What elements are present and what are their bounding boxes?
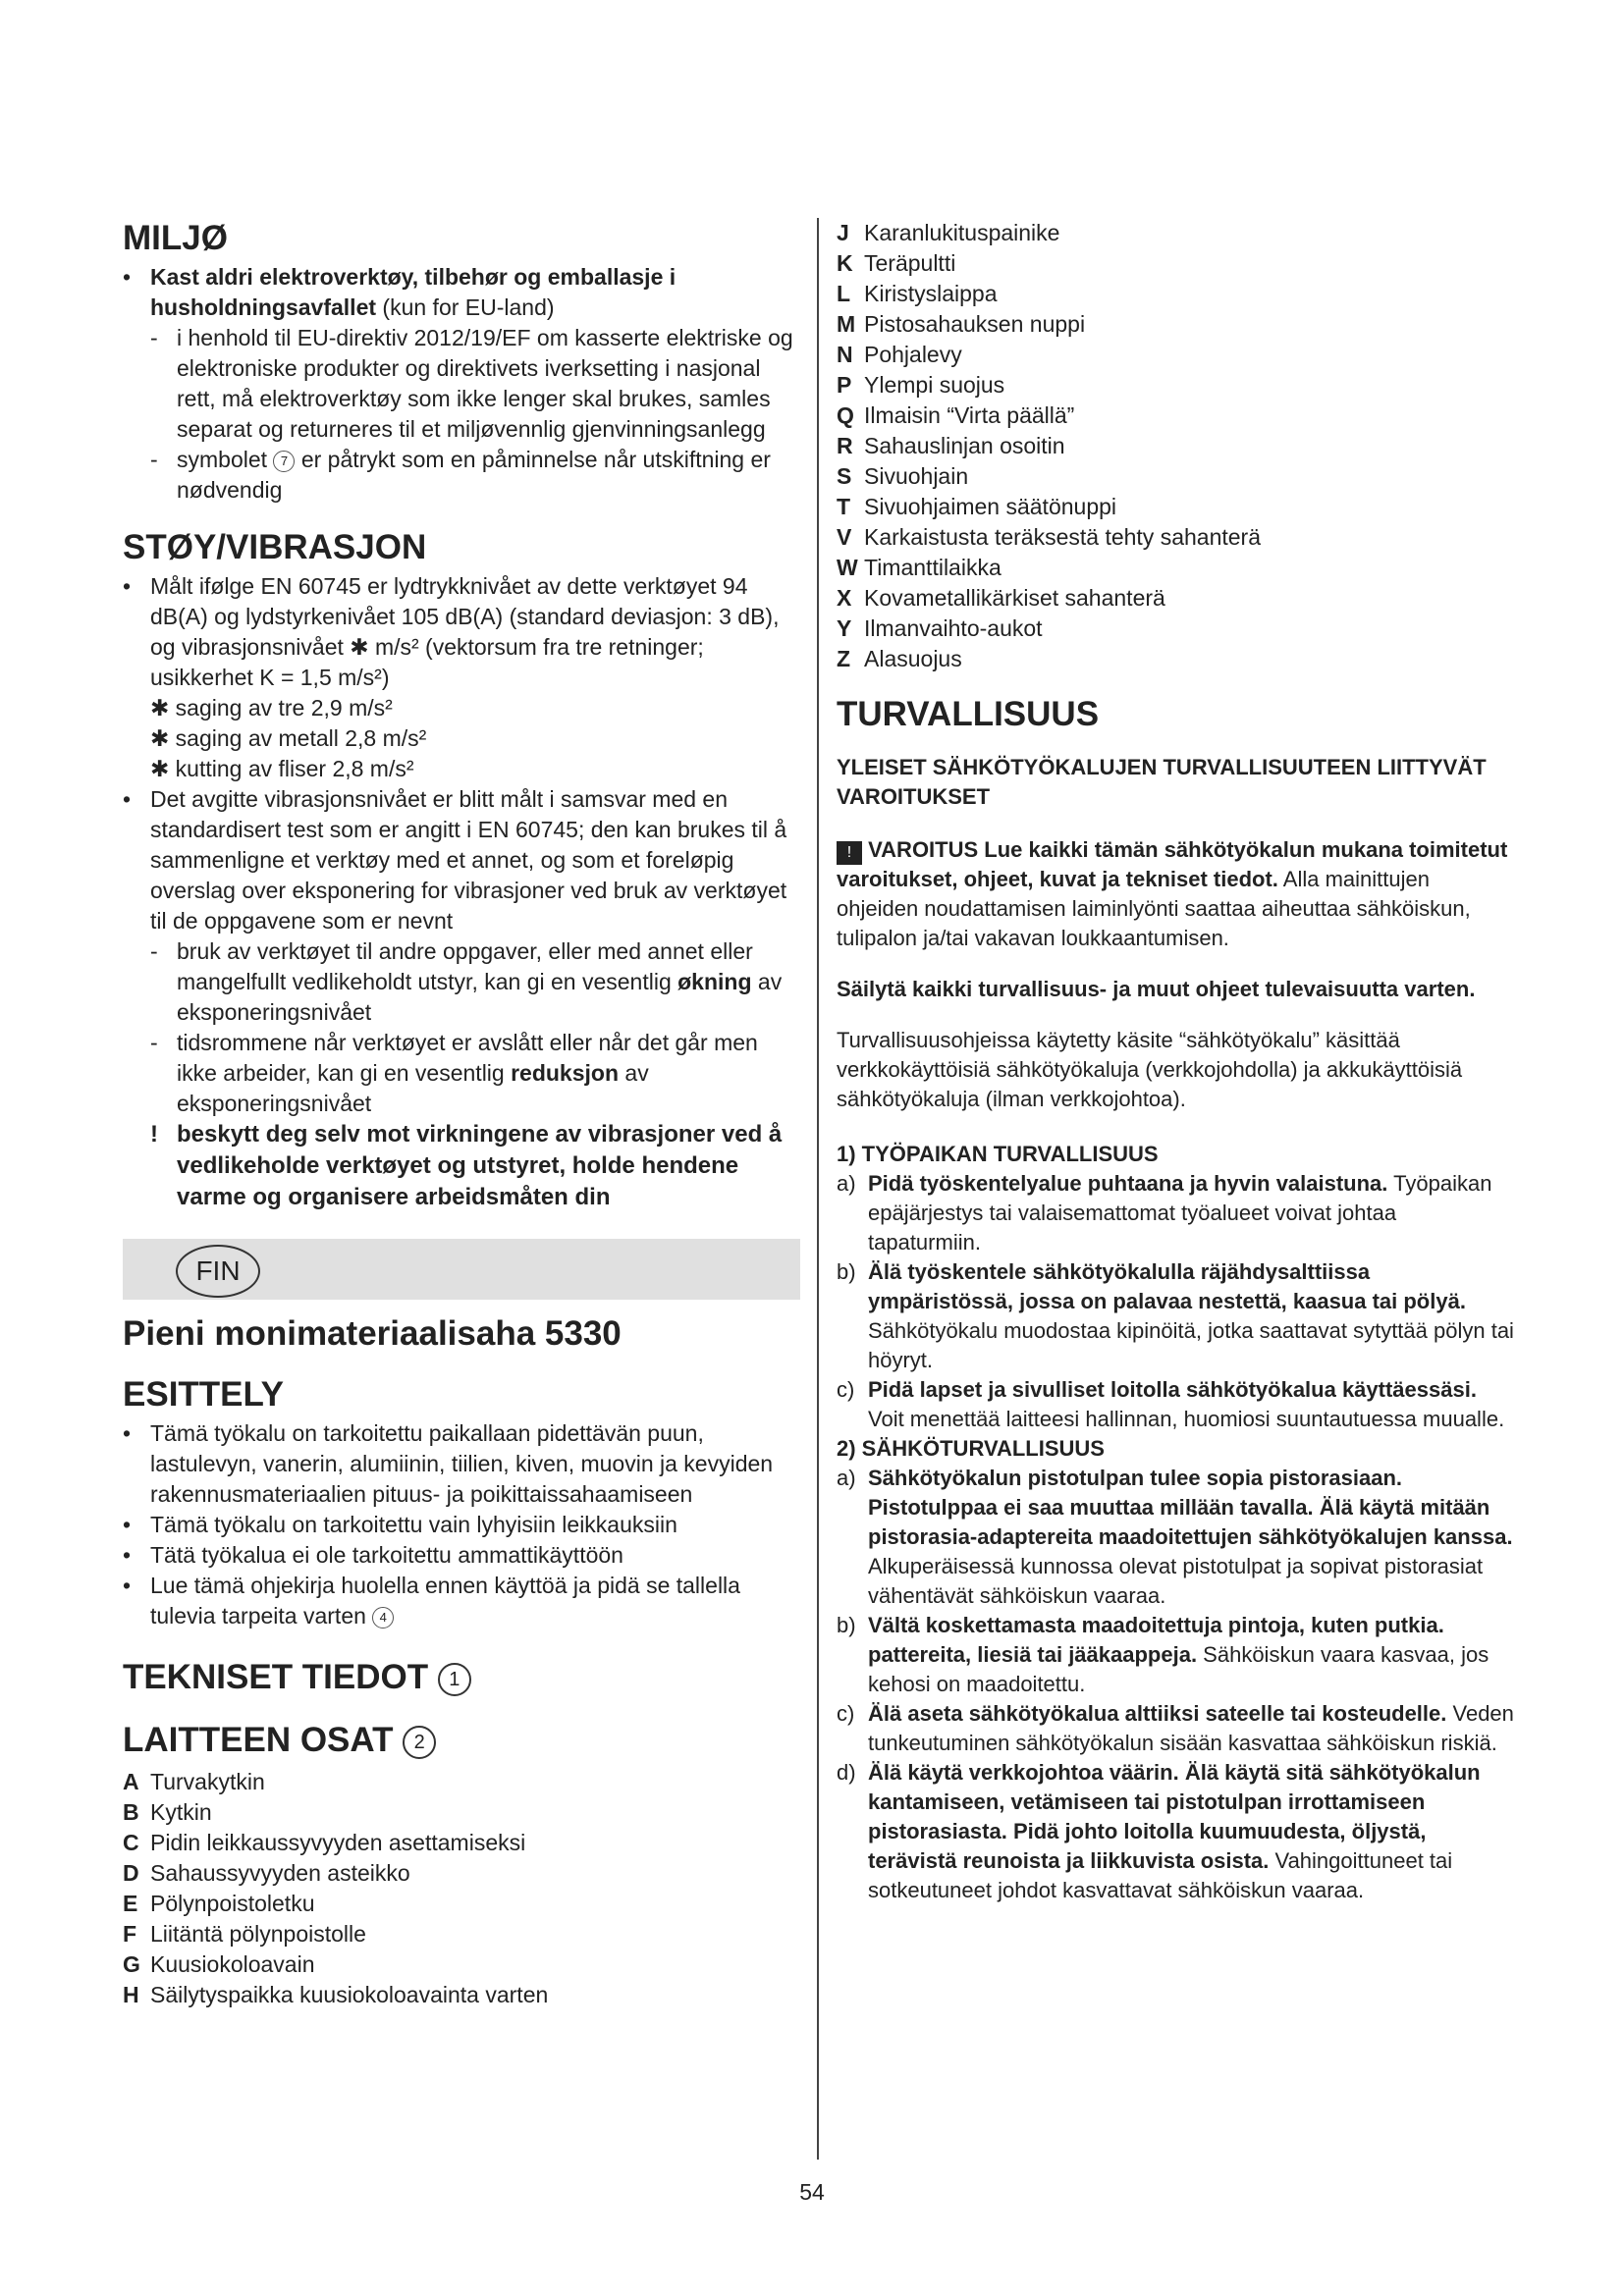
column-divider	[817, 218, 819, 2160]
miljo-dash-2: - symbolet 7 er påtrykt som en påminnelse når utskiftning er nødvendig	[150, 447, 771, 503]
product-title: Pieni monimateriaalisaha 5330	[123, 1314, 622, 1353]
concept-paragraph: Turvallisuusohjeissa käytetty käsite “sähkötyökalu” käsittää verkkokäyttöisiä sähkötyökaluja (verkkojohdolla) ja akkukäyttöisiä sähkötyökaluja (ilman verkkojohtoa).	[837, 1028, 1463, 1111]
list-item: L Kiristyslaippa	[837, 281, 998, 306]
list-item: c) Älä aseta sähkötyökalua alttiiksi sateelle tai kosteudelle. Veden tunkeutuminen sähkötyökalun sisään kasvattaa sähköiskun riskiä.	[837, 1701, 1514, 1755]
list-item: b) Vältä koskettamasta maadoitettuja pintoja, kuten putkia. pattereita, liesiä tai jääkaappeja. Sähköiskun vaara kasvaa, jos kehosi on maadoitettu.	[837, 1613, 1489, 1696]
list-item: B Kytkin	[123, 1799, 212, 1825]
list-item: a) Sähkötyökalun pistotulpan tulee sopia pistorasiaan. Pistotulppaa ei saa muuttaa millään tavalla. Älä käytä mitään pistorasia-adaptereita maadoitettujen sähkötyökalujen kanssa. Alkuperäisessä kunnossa olevat pistotulpat ja sopivat pistorasiat vähentävät sähköiskun vaaraa.	[837, 1466, 1513, 1608]
list-item: W Timanttilaikka	[837, 555, 1001, 580]
safety-subtitle: YLEISET SÄHKÖTYÖKALUJEN TURVALLISUUTEEN LIITTYVÄT VAROITUKSET	[837, 755, 1487, 809]
esittely-bullet-2: • Tämä työkalu on tarkoitettu vain lyhyisiin leikkauksiin	[123, 1510, 800, 1540]
stoy-star-3: ✱ kutting av fliser 2,8 m/s²	[150, 756, 414, 781]
miljo-dash-1: - i henhold til EU-direktiv 2012/19/EF om kasserte elektriske og elektroniske produkter og direktivets iverksetting i nasjonal rett, må elektroverktøy som ikke lenger skal brukes, samles separat og returneres til et miljøvennlig gjenvinningsanlegg	[150, 325, 793, 442]
list-item: X Kovametallikärkiset sahanterä	[837, 585, 1165, 611]
symbol-7-icon: 7	[273, 451, 295, 472]
list-item: M Pistosahauksen nuppi	[837, 311, 1086, 337]
list-item: N Pohjalevy	[837, 342, 962, 367]
list-item: H Säilytyspaikka kuusiokoloavainta varten	[123, 1982, 549, 2007]
list-item: Z Alasuojus	[837, 646, 962, 671]
list-item: D Sahaussyvyyden asteikko	[123, 1860, 410, 1886]
stoy-bullet-2: • Det avgitte vibrasjonsnivået er blitt målt i samsvar med en standardisert test som er angitt i EN 60745; den kan brukes til å sammenligne et verktøy med et annet, og som et foreløpig overslag over eksponering for vibrasjoner ved bruk av verktøyet til de oppgavene som er nevnt	[123, 784, 800, 936]
miljo-bullet: • Kast aldri elektroverktøy, tilbehør og emballasje i husholdningsavfallet (kun for EU-land)	[123, 262, 800, 323]
section-title-turvallisuus: TURVALLISUUS	[837, 695, 1100, 733]
list-item: G Kuusiokoloavain	[123, 1951, 315, 1977]
language-bar	[123, 1239, 800, 1300]
section-title-tekniset: TEKNISET TIEDOT 1	[123, 1657, 800, 1698]
list-item: J Karanlukituspainike	[837, 220, 1060, 245]
stoy-star-1: ✱ saging av tre 2,9 m/s²	[150, 695, 393, 721]
list-item: c) Pidä lapset ja sivulliset loitolla sähkötyökalua käyttäessäsi. Voit menettää laitteesi hallinnan, huomiosi suuntautuessa muualle.	[837, 1377, 1505, 1431]
electrical-list	[837, 1464, 1514, 1905]
figure-2-icon: 2	[403, 1726, 436, 1759]
list-item: F Liitäntä pölynpoistolle	[123, 1921, 366, 1947]
list-item: d) Älä käytä verkkojohtoa väärin. Älä käytä sitä sähkötyökalun kantamiseen, vetämiseen tai pistotulpan irrottamiseen pistorasiasta. Pidä johto loitolla kuumuudesta, öljystä, terävistä reunoista ja liikkuvista osista. Vahingoittuneet tai sotkeutuneet johdot kasvattavat sähköiskun vaaraa.	[837, 1760, 1481, 1902]
keep-instructions: Säilytä kaikki turvallisuus- ja muut ohjeet tulevaisuutta varten.	[837, 977, 1476, 1001]
list-item: T Sivuohjaimen säätönuppi	[837, 494, 1117, 519]
stoy-dash-2: - tidsrommene når verktøyet er avslått eller når det går men ikke arbeider, kan gi en vesentlig reduksjon av eksponeringsnivået	[150, 1030, 758, 1116]
parts-list-right	[837, 218, 1514, 674]
esittely-bullet-3: • Tätä työkalua ei ole tarkoitettu ammattikäyttöön	[123, 1540, 800, 1571]
list-item: V Karkaistusta teräksestä tehty sahanterä	[837, 524, 1261, 550]
parts-list-left	[123, 1767, 800, 2010]
section-title-stoy: STØY/VIBRASJON	[123, 528, 427, 566]
electrical-heading: 2) SÄHKÖTURVALLISUUS	[837, 1436, 1105, 1461]
right-column	[837, 218, 1514, 1905]
esittely-bullet-1: • Tämä työkalu on tarkoitettu paikallaan pidettävän puun, lastulevyn, vanerin, alumiinin, tiilien, kiven, muovin ja kevyiden rakennusmateriaalien pituus- ja poikittaissahaamiseen	[123, 1418, 800, 1510]
section-title-esittely: ESITTELY	[123, 1375, 285, 1414]
symbol-4-icon: 4	[372, 1607, 394, 1629]
list-item: C Pidin leikkaussyvyyden asettamiseksi	[123, 1830, 526, 1855]
list-item: R Sahauslinjan osoitin	[837, 433, 1065, 458]
warning-icon: !	[837, 841, 862, 865]
list-item: P Ylempi suojus	[837, 372, 1005, 398]
list-item: a) Pidä työskentelyalue puhtaana ja hyvin valaistuna. Työpaikan epäjärjestys tai valaisemattomat työalueet voivat johtaa tapaturmiin.	[837, 1171, 1492, 1255]
section-title-miljo: MILJØ	[123, 219, 228, 257]
list-item: Q Ilmaisin “Virta päällä”	[837, 402, 1075, 428]
figure-1-icon: 1	[438, 1663, 471, 1696]
work-area-list	[837, 1169, 1514, 1434]
esittely-bullet-4: • Lue tämä ohjekirja huolella ennen käyttöä ja pidä se tallella tulevia tarpeita varten 4	[123, 1571, 800, 1631]
list-item: b) Älä työskentele sähkötyökalulla räjähdysalttiissa ympäristössä, jossa on palavaa nestettä, kaasua tai pölyä. Sähkötyökalu muodostaa kipinöitä, jotka saattavat sytyttää pölyn tai höyryt.	[837, 1259, 1514, 1372]
stoy-bullet-1: • Målt ifølge EN 60745 er lydtrykknivået av dette verktøyet 94 dB(A) og lydstyrkenivået 105 dB(A) (standard deviasjon: 3 dB), og vibrasjonsnivået ✱ m/s² (vektorsum fra tre retninger; usikkerhet K = 1,5 m/s²)	[123, 571, 800, 693]
list-item: S Sivuohjain	[837, 463, 969, 489]
work-area-heading: 1) TYÖPAIKAN TURVALLISUUS	[837, 1142, 1159, 1166]
stoy-star-2: ✱ saging av metall 2,8 m/s²	[150, 725, 427, 751]
list-item: A Turvakytkin	[123, 1769, 265, 1794]
section-title-osat: LAITTEEN OSAT 2	[123, 1720, 800, 1761]
stoy-warning: ! beskytt deg selv mot virkningene av vibrasjoner ved å vedlikeholde verktøyet og utstyret, holde hendene varme og organisere arbeidsmåten din	[150, 1121, 783, 1210]
left-column	[123, 218, 800, 2010]
page-number: 54	[799, 2179, 825, 2205]
warning-paragraph: ! VAROITUS Lue kaikki tämän sähkötyökalun mukana toimitetut varoitukset, ohjeet, kuvat ja tekniset tiedot. Alla mainittujen ohjeiden noudattamisen laiminlyönti saattaa aiheuttaa sähköiskun, tulipalon ja/tai vakavan loukkaantumisen.	[837, 837, 1508, 950]
list-item: Y Ilmanvaihto-aukot	[837, 615, 1043, 641]
stoy-dash-1: - bruk av verktøyet til andre oppgaver, eller med annet eller mangelfullt vedlikeholdt utstyr, kan gi en vesentlig økning av eksponeringsnivået	[150, 938, 783, 1025]
language-badge-fin: FIN	[176, 1245, 260, 1298]
list-item: K Teräpultti	[837, 250, 956, 276]
list-item: E Pölynpoistoletku	[123, 1891, 315, 1916]
